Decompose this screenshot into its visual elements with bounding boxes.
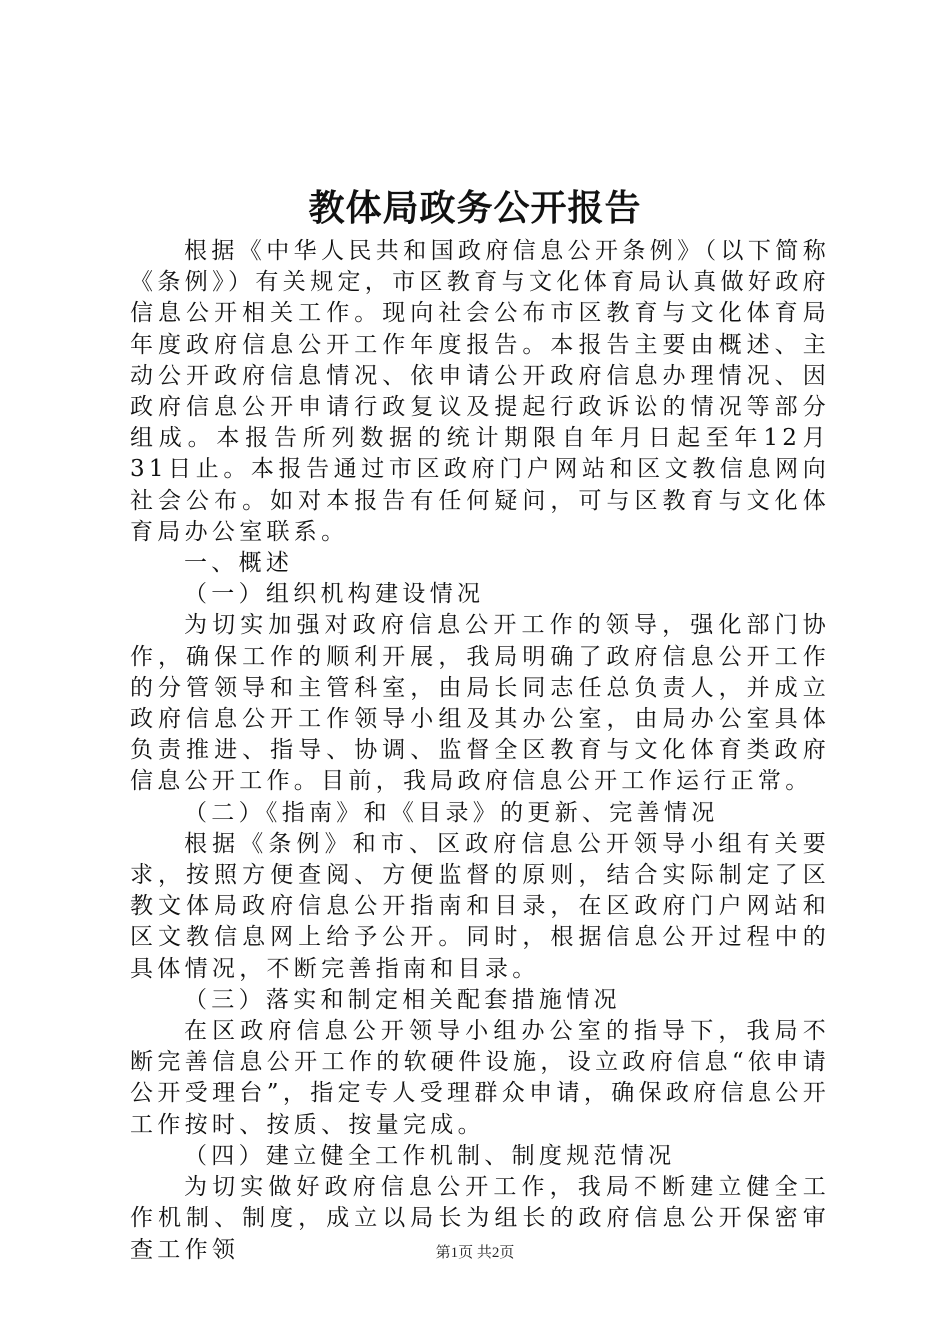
section-heading-overview: 一、概述 bbox=[184, 550, 294, 577]
paragraph-3: 在区政府信息公开领导小组办公室的指导下，我局不断完善信息公开工作的软硬件设施，设立政府信息“依申请公开受理台”，指定专人受理群众申请，确保政府信息公开工作按时、按质、按量完成。 bbox=[130, 1018, 830, 1138]
paragraph-4: 为切实做好政府信息公开工作，我局不断建立健全工作机制、制度，成立以局长为组长的政府信息公开保密审查工作领 bbox=[130, 1174, 830, 1263]
paragraph-1: 为切实加强对政府信息公开工作的领导，强化部门协作，确保工作的顺利开展，我局明确了政府信息公开工作的分管领导和主管科室，由局长同志任总负责人，并成立政府信息公开工作领导小组及其办公室，由局办公室具体负责推进、指导、协调、监督全区教育与文化体育类政府信息公开工作。目前，我局政府信息公开工作运行正常。 bbox=[130, 612, 830, 795]
document-title: 教体局政务公开报告 bbox=[308, 187, 642, 229]
page-footer: 第1页 共2页 bbox=[435, 1245, 515, 1261]
intro-paragraph: 根据《中华人民共和国政府信息公开条例》（以下简称《条例》）有关规定，市区教育与文化体育局认真做好政府信息公开相关工作。现向社会公布市区教育与文化体育局年度政府信息公开工作年度报告。本报告主要由概述、主动公开政府信息情况、依申请公开政府信息办理情况、因政府信息公开申请行政复议及提起行政诉讼的情况等部分组成。本报告所列数据的统计期限自年月日起至年12月31日止。本报告通过市区政府门户网站和区文教信息网向社会公布。如对本报告有任何疑问，可与区教育与文化体育局办公室联系。 bbox=[130, 238, 830, 545]
document-body bbox=[130, 236, 830, 1266]
subsection-heading-3: （三）落实和制定相关配套措施情况 bbox=[184, 986, 621, 1013]
subsection-heading-2: （二）《指南》和《目录》的更新、完善情况 bbox=[184, 799, 719, 826]
subsection-heading-1: （一）组织机构建设情况 bbox=[184, 581, 485, 608]
subsection-heading-4: （四）建立健全工作机制、制度规范情况 bbox=[184, 1142, 676, 1169]
paragraph-2: 根据《条例》和市、区政府信息公开领导小组有关要求，按照方便查阅、方便监督的原则，结合实际制定了区教文体局政府信息公开指南和目录，在区政府门户网站和区文教信息网上给予公开。同时，根据信息公开过程中的具体情况，不断完善指南和目录。 bbox=[130, 830, 830, 982]
